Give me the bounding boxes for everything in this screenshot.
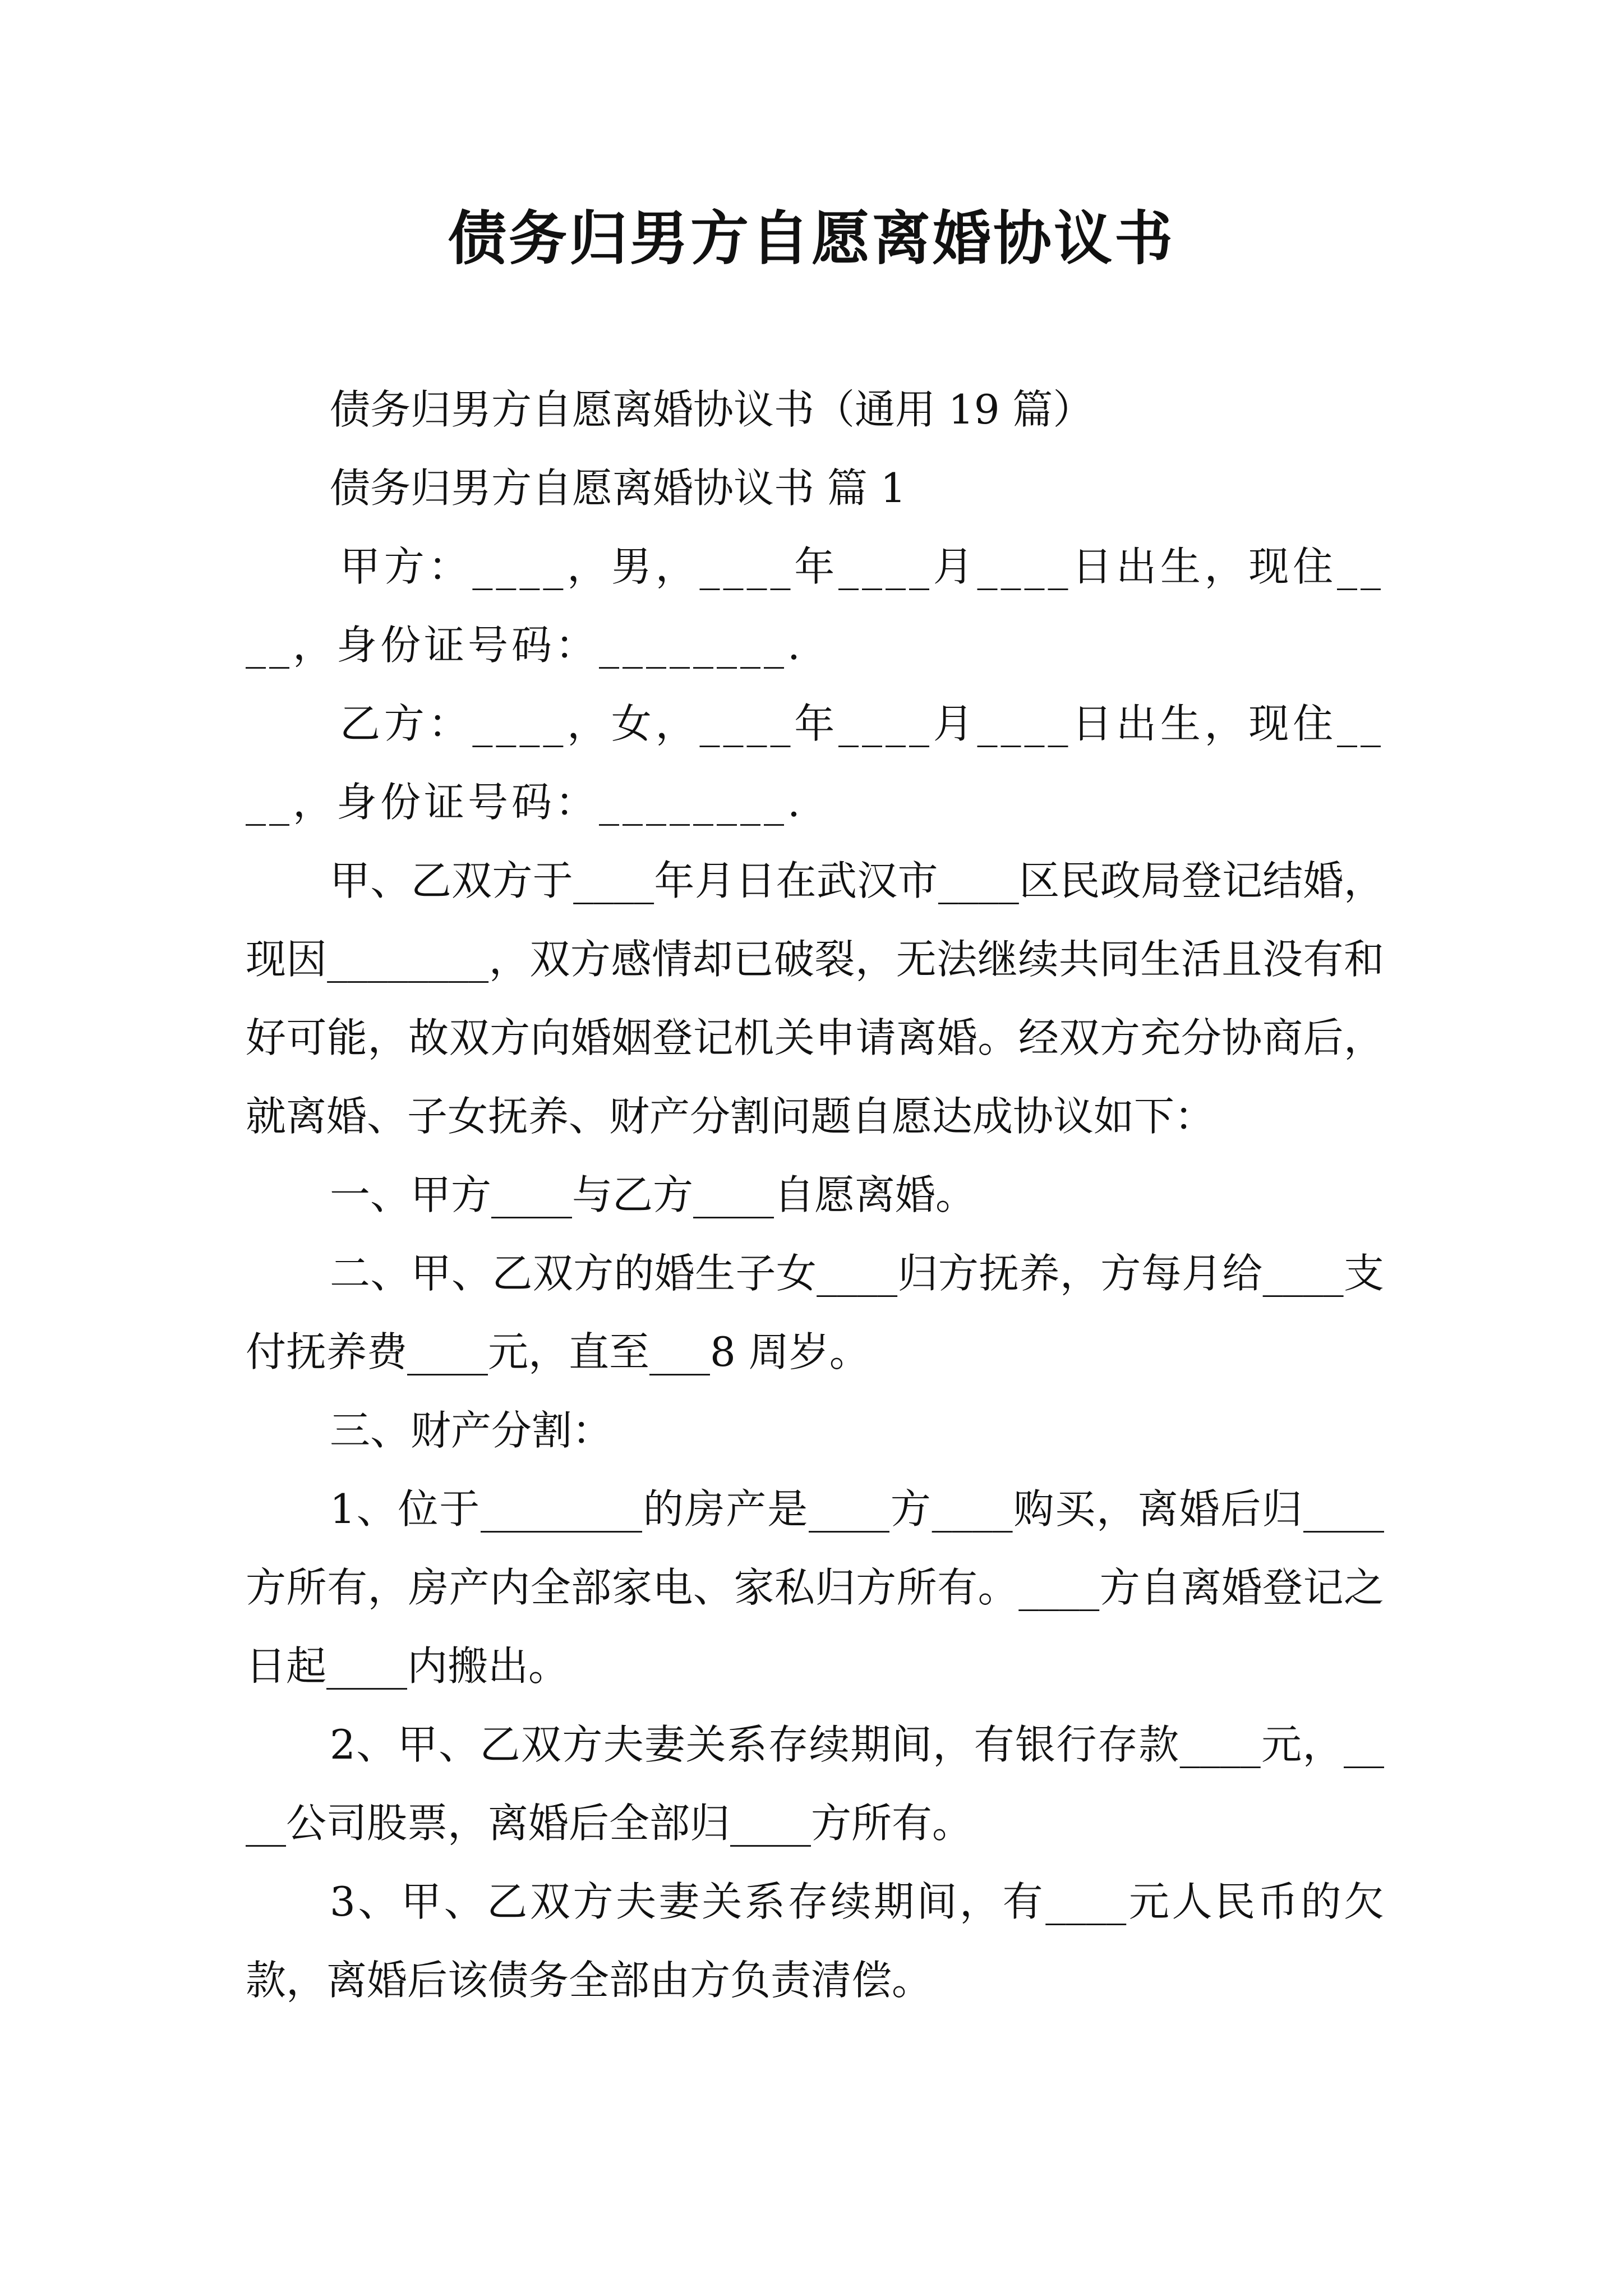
document-title: 债务归男方自愿离婚协议书 xyxy=(448,204,1175,273)
paragraph-property-2: 2、甲、乙双方夫妻关系存续期间，有银行存款____元，____公司股票，离婚后全部归____方所有。 xyxy=(246,1721,1384,1847)
paragraph-clause-2: 二、甲、乙双方的婚生子女____归方抚养，方每月给____支付抚养费____元，直至___8 周岁。 xyxy=(246,1250,1384,1375)
paragraph-subtitle: 债务归男方自愿离婚协议书（通用 19 篇） xyxy=(330,386,1094,433)
paragraph-party-b: 乙方：____，女，____年____月____日出生，现住____，身份证号码：________. xyxy=(246,700,1384,826)
paragraph-preamble: 甲、乙双方于____年月日在武汉市____区民政局登记结婚，现因________，双方感情却已破裂，无法继续共同生活且没有和好可能，故双方向婚姻登记机关申请离婚。经双方充分协商后，就离婚、子女抚养、财产分割问题自愿达成协议如下： xyxy=(246,857,1384,1140)
paragraph-property-3: 3、甲、乙双方夫妻关系存续期间，有____元人民币的欠款，离婚后该债务全部由方负责清偿。 xyxy=(246,1878,1384,2004)
paragraph-section-heading: 债务归男方自愿离婚协议书 篇 1 xyxy=(330,464,906,512)
paragraph-clause-1: 一、甲方____与乙方____自愿离婚。 xyxy=(330,1171,976,1218)
paragraph-property-1: 1、位于________的房产是____方____购买，离婚后归____方所有，房产内全部家电、家私归方所有。____方自离婚登记之日起____内搬出。 xyxy=(246,1485,1384,1690)
paragraph-clause-3: 三、财产分割： xyxy=(330,1407,613,1454)
paragraph-party-a: 甲方：____，男，____年____月____日出生，现住____，身份证号码：________. xyxy=(246,543,1384,669)
document-body xyxy=(246,370,1384,2019)
